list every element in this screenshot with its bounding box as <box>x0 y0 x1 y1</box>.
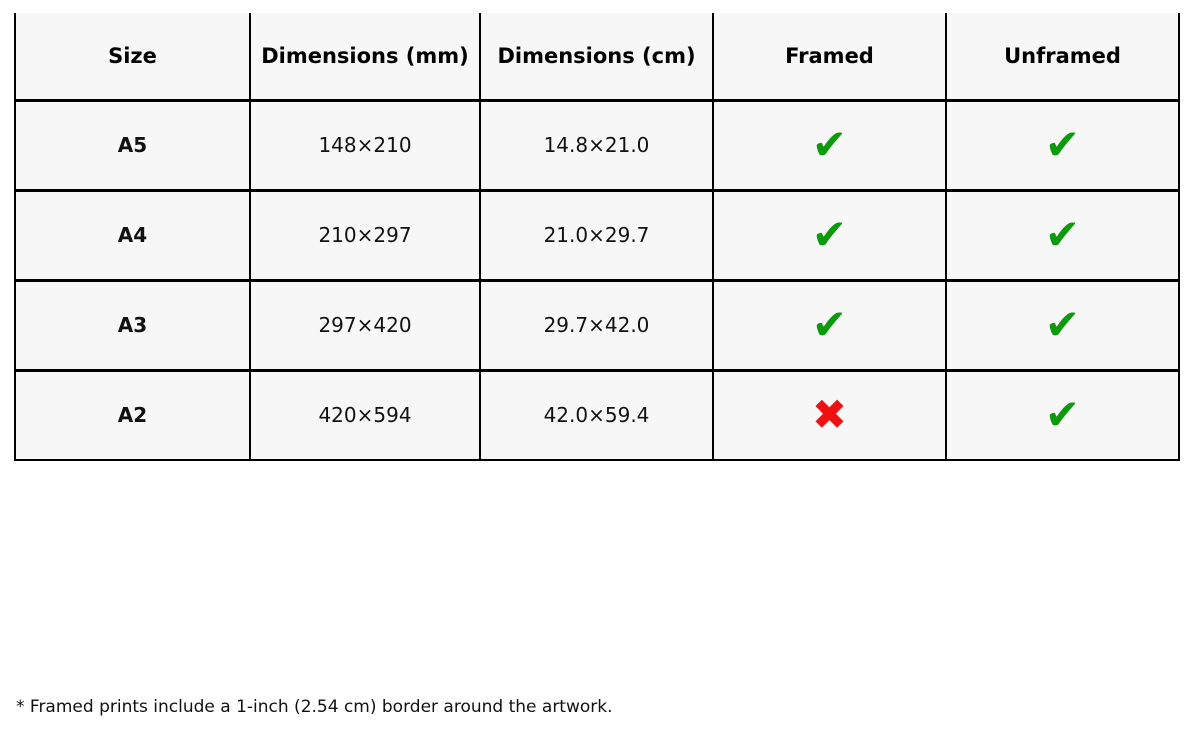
column-header-dimensions-cm: Dimensions (cm) <box>480 13 713 100</box>
check-icon: ✔ <box>1044 390 1081 440</box>
column-header-unframed: Unframed <box>946 13 1179 100</box>
cell-dimensions-mm: 297×420 <box>250 280 480 370</box>
cell-dimensions-mm: 420×594 <box>250 370 480 460</box>
check-icon: ✔ <box>1044 210 1081 259</box>
cell-dimensions-cm: 42.0×59.4 <box>480 370 713 460</box>
check-icon: ✔ <box>811 210 848 259</box>
cell-dimensions-cm: 29.7×42.0 <box>480 280 713 370</box>
cell-framed <box>713 190 946 280</box>
size-availability-table <box>14 13 1180 461</box>
cell-framed <box>713 100 946 190</box>
cell-framed <box>713 370 946 460</box>
framed-border-footnote: * Framed prints include a 1-inch (2.54 cm) border around the artwork. <box>16 697 613 717</box>
column-header-framed: Framed <box>713 13 946 100</box>
column-header-size: Size <box>15 13 250 100</box>
table-row-a3 <box>15 280 1179 370</box>
cell-unframed <box>946 370 1179 460</box>
check-icon: ✔ <box>1044 300 1081 349</box>
check-icon: ✔ <box>811 300 848 349</box>
column-header-dimensions-mm: Dimensions (mm) <box>250 13 480 100</box>
cell-unframed <box>946 100 1179 190</box>
table-row-a5 <box>15 100 1179 190</box>
size-availability-table-container <box>14 13 1180 461</box>
cell-dimensions-cm: 21.0×29.7 <box>480 190 713 280</box>
check-icon: ✔ <box>811 120 848 169</box>
cell-dimensions-cm: 14.8×21.0 <box>480 100 713 190</box>
table-row-a2 <box>15 370 1179 460</box>
table-row-a4 <box>15 190 1179 280</box>
check-icon: ✔ <box>1044 120 1081 169</box>
cell-size: A3 <box>15 280 250 370</box>
cell-size: A2 <box>15 370 250 460</box>
cell-dimensions-mm: 148×210 <box>250 100 480 190</box>
cell-dimensions-mm: 210×297 <box>250 190 480 280</box>
cell-size: A5 <box>15 100 250 190</box>
cell-unframed <box>946 190 1179 280</box>
cross-icon: ✖ <box>811 390 848 440</box>
header-row <box>15 13 1179 100</box>
cell-unframed <box>946 280 1179 370</box>
cell-framed <box>713 280 946 370</box>
cell-size: A4 <box>15 190 250 280</box>
